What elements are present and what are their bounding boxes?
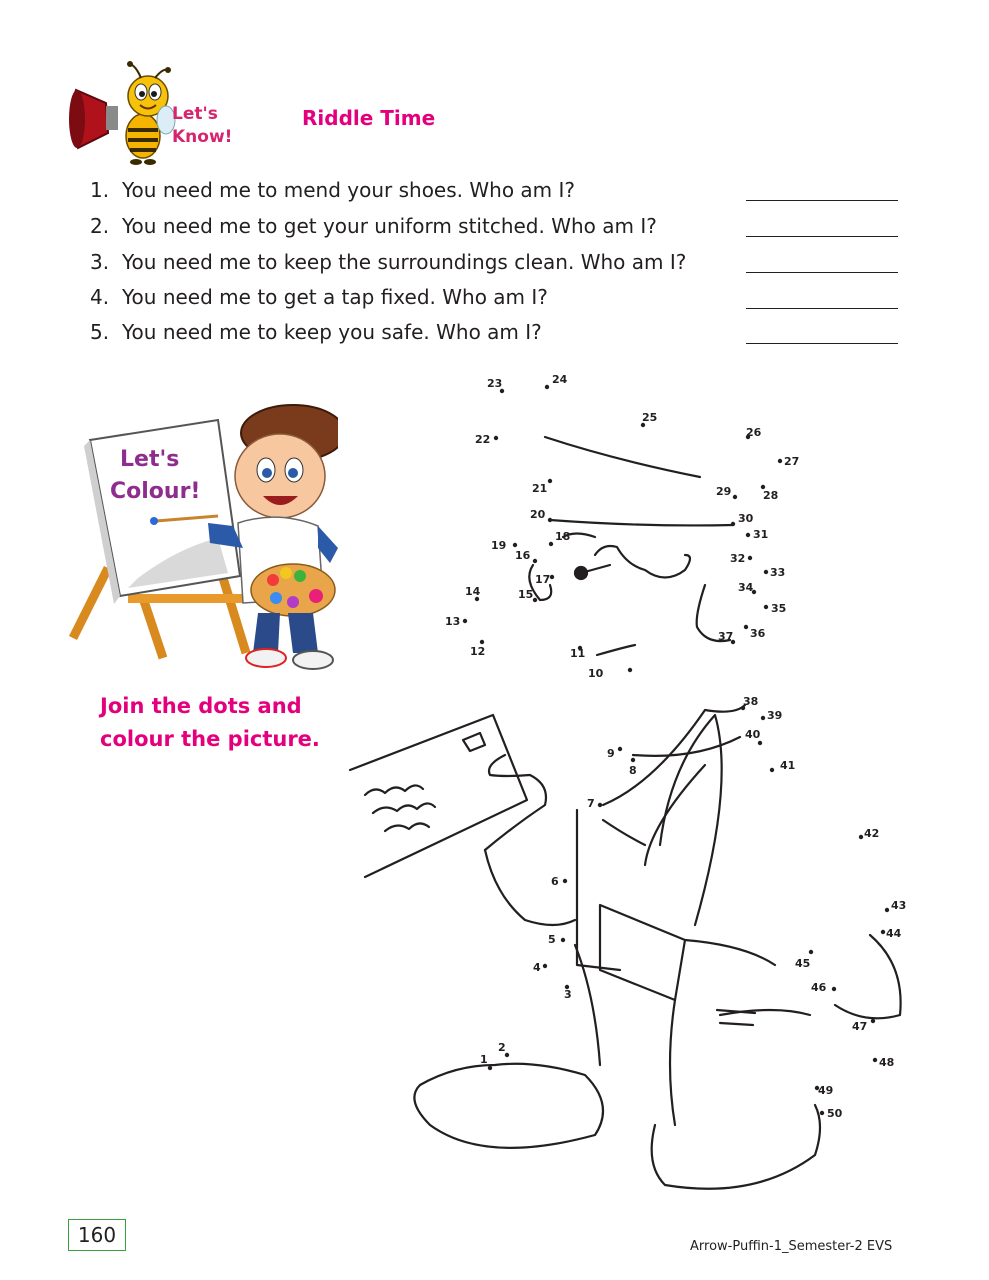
badge-line-1: Let's xyxy=(172,104,218,124)
riddle-number: 4. xyxy=(90,285,110,309)
dot-20 xyxy=(548,518,552,522)
dot-31 xyxy=(746,533,750,537)
instruction-text xyxy=(100,690,320,756)
dot-label: 23 xyxy=(487,377,503,390)
dot-label: 17 xyxy=(535,573,551,586)
dot-label: 19 xyxy=(491,539,507,552)
dot-32 xyxy=(748,556,752,560)
dot-label: 11 xyxy=(570,647,586,660)
dot-label: 45 xyxy=(795,957,811,970)
dot-label: 36 xyxy=(750,627,766,640)
dot-label: 1 xyxy=(480,1053,488,1066)
answer-blank-2[interactable] xyxy=(746,216,898,237)
answer-blank-4[interactable] xyxy=(746,288,898,309)
dot-33 xyxy=(764,570,768,574)
dot-label: 22 xyxy=(475,433,491,446)
dot-label: 46 xyxy=(811,981,827,994)
postman-outline xyxy=(350,437,901,1189)
dot-label: 24 xyxy=(552,373,568,386)
dot-label: 30 xyxy=(738,512,754,525)
dot-label: 6 xyxy=(551,875,559,888)
dot-24 xyxy=(545,385,549,389)
riddle-item-1 xyxy=(90,178,575,202)
answer-blank-5[interactable] xyxy=(746,323,898,344)
riddle-item-3 xyxy=(90,250,686,274)
dot-label: 41 xyxy=(780,759,796,772)
badge-line-2: Know! xyxy=(172,127,233,147)
answer-blank-3[interactable] xyxy=(746,252,898,273)
canvas-line-2: Colour! xyxy=(110,479,201,504)
dot-8 xyxy=(631,758,635,762)
dot-label: 43 xyxy=(891,899,907,912)
dot-label: 15 xyxy=(518,588,534,601)
dot-label: 14 xyxy=(465,585,481,598)
dot-4 xyxy=(543,964,547,968)
dot-label: 50 xyxy=(827,1107,843,1120)
dot-label: 8 xyxy=(629,764,637,777)
dot-label: 4 xyxy=(533,961,541,974)
page-number: 160 xyxy=(68,1219,126,1251)
dot-5 xyxy=(561,938,565,942)
dot-50 xyxy=(820,1111,824,1115)
dot-label: 31 xyxy=(753,528,769,541)
dot-48 xyxy=(873,1058,877,1062)
dot-label: 27 xyxy=(784,455,800,468)
dot-label: 39 xyxy=(767,709,783,722)
instruction-line-1: Join the dots and xyxy=(100,694,302,718)
riddle-text: You need me to get a tap fixed. Who am I? xyxy=(122,285,548,309)
dot-6 xyxy=(563,879,567,883)
answer-blank-1[interactable] xyxy=(746,180,898,201)
dot-27 xyxy=(778,459,782,463)
dot-label: 12 xyxy=(470,645,486,658)
dot-label: 48 xyxy=(879,1056,895,1069)
dot-label: 5 xyxy=(548,933,556,946)
dot-22 xyxy=(494,436,498,440)
dot-39 xyxy=(761,716,765,720)
dot-35 xyxy=(764,605,768,609)
dot-label: 42 xyxy=(864,827,880,840)
dot-label: 34 xyxy=(738,581,754,594)
dot-label: 16 xyxy=(515,549,531,562)
dot-29 xyxy=(733,495,737,499)
dot-12 xyxy=(480,640,484,644)
dot-label: 28 xyxy=(763,489,779,502)
riddle-item-5 xyxy=(90,320,542,344)
riddle-text: You need me to keep the surroundings clean. Who am I? xyxy=(122,250,687,274)
dot-42 xyxy=(859,835,863,839)
dot-label: 7 xyxy=(587,797,595,810)
riddle-number: 3. xyxy=(90,250,110,274)
riddle-text: You need me to get your uniform stitched. Who am I? xyxy=(122,214,657,238)
riddle-text: You need me to mend your shoes. Who am I? xyxy=(122,178,576,202)
boy-painting-illustration xyxy=(68,398,338,678)
dot-44 xyxy=(881,930,885,934)
dot-label: 37 xyxy=(718,630,734,643)
dot-label: 25 xyxy=(642,411,658,424)
dot-label: 47 xyxy=(852,1020,868,1033)
canvas-line-1: Let's xyxy=(120,447,180,472)
dot-40 xyxy=(758,741,762,745)
dot-13 xyxy=(463,619,467,623)
dot-9 xyxy=(618,747,622,751)
dot-46 xyxy=(832,987,836,991)
riddle-number: 5. xyxy=(90,320,110,344)
postman-dot-to-dot xyxy=(345,365,920,1210)
dot-label: 26 xyxy=(746,426,762,439)
riddle-number: 2. xyxy=(90,214,110,238)
dot-30 xyxy=(731,522,735,526)
dot-label: 13 xyxy=(445,615,461,628)
riddle-text: You need me to keep you safe. Who am I? xyxy=(122,320,542,344)
dot-18 xyxy=(549,542,553,546)
section-title: Riddle Time xyxy=(302,106,436,130)
dot-label: 9 xyxy=(607,747,615,760)
dot-label: 44 xyxy=(886,927,902,940)
dot-36 xyxy=(744,625,748,629)
dot-label: 33 xyxy=(770,566,786,579)
dot-label: 18 xyxy=(555,530,571,543)
dot-label: 40 xyxy=(745,728,761,741)
instruction-line-2: colour the picture. xyxy=(100,727,320,751)
dot-15 xyxy=(533,598,537,602)
dot-19 xyxy=(513,543,517,547)
dot-label: 2 xyxy=(498,1041,506,1054)
dot-21 xyxy=(548,479,552,483)
dot-16 xyxy=(533,559,537,563)
dot-7 xyxy=(598,803,602,807)
dot-label: 21 xyxy=(532,482,548,495)
dot-45 xyxy=(809,950,813,954)
dot-label: 49 xyxy=(818,1084,834,1097)
lets-know-badge xyxy=(172,103,232,149)
dot-label: 35 xyxy=(771,602,787,615)
dot-label: 32 xyxy=(730,552,746,565)
dot-1 xyxy=(488,1066,492,1070)
dot-label: 29 xyxy=(716,485,732,498)
dot-label: 38 xyxy=(743,695,759,708)
dot-47 xyxy=(871,1019,875,1023)
dot-10 xyxy=(628,668,632,672)
riddle-item-4 xyxy=(90,285,548,309)
dot-41 xyxy=(770,768,774,772)
dot-label: 10 xyxy=(588,667,604,680)
dot-label: 3 xyxy=(564,988,572,1001)
riddle-item-2 xyxy=(90,214,657,238)
dot-17 xyxy=(550,575,554,579)
dot-43 xyxy=(885,908,889,912)
dot-label: 20 xyxy=(530,508,546,521)
riddle-number: 1. xyxy=(90,178,110,202)
bee-megaphone-icon xyxy=(68,58,178,173)
book-title: Arrow-Puffin-1_Semester-2 EVS xyxy=(690,1239,893,1254)
dot-layer xyxy=(445,373,906,1120)
